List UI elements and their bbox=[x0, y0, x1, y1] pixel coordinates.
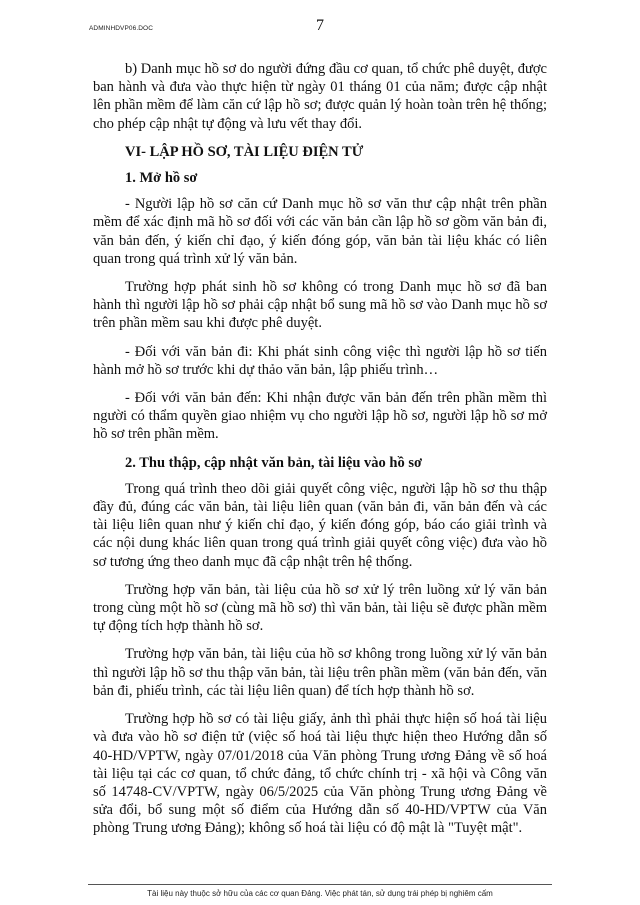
paragraph: Trường hợp văn bản, tài liệu của hồ sơ xử lý trên luồng xử lý văn bản trong cùng một hồ sơ (cùng mã hồ sơ) thì văn bản, tài liệu sẽ được phần mềm tự động tích hợp thành hồ sơ. bbox=[93, 581, 547, 635]
paragraph: - Đối với văn bản đi: Khi phát sinh công việc thì người lập hồ sơ tiến hành mở hồ sơ trước khi dự thảo văn bản, lập phiếu trình… bbox=[93, 343, 547, 378]
section-title: VI- LẬP HỒ SƠ, TÀI LIỆU ĐIỆN TỬ bbox=[125, 143, 364, 160]
footer-divider bbox=[88, 884, 552, 885]
document-code: ADMINHDVP06.DOC bbox=[89, 25, 153, 32]
paragraph: Trường hợp hồ sơ có tài liệu giấy, ảnh thì phải thực hiện số hoá tài liệu và đưa vào hồ sơ điện tử (việc số hoá tài liệu thực hiện theo Hướng dẫn số 40-HD/VPTW, ngày 07/01/2018 của Văn phòng Trung ương Đảng về số hoá tài liệu tại các cơ quan, tổ chức đảng, tổ chức chính trị - xã hội và Công văn số 14748-CV/VPTW, ngày 06/5/2025 của Văn phòng Trung ương Đảng về sửa đổi, bổ sung một số điểm của Hướng dẫn số 40-HD/VPTW của Văn phòng Trung ương Đảng); không số hoá tài liệu có độ mật là "Tuyệt mật". bbox=[93, 711, 547, 837]
paragraph: Trường hợp văn bản, tài liệu của hồ sơ không trong luồng xử lý văn bản thì người lập hồ sơ thu thập văn bản, tài liệu trên phần mềm (văn bản đến, văn bản đi, phiếu trình, các tài liệu liên quan) để tích hợp thành hồ sơ. bbox=[93, 646, 547, 699]
paragraph: b) Danh mục hồ sơ do người đứng đầu cơ quan, tổ chức phê duyệt, được ban hành và đưa vào thực hiện từ ngày 01 tháng 01 của năm; được cập nhật lên phần mềm để làm căn cứ lập hồ sơ; được quản lý hoàn toàn trên hệ thống; cho phép cập nhật tự động và lưu vết thay đổi. bbox=[93, 61, 547, 132]
subsection-title: 2. Thu thập, cập nhật văn bản, tài liệu vào hồ sơ bbox=[125, 454, 423, 471]
paragraph: Trong quá trình theo dõi giải quyết công việc, người lập hồ sơ thu thập đầy đủ, đúng các văn bản, tài liệu liên quan (văn bản đi, văn bản đến và các tài liệu liên quan như ý kiến chỉ đạo, ý kiến đóng góp, báo cáo giải trình và các nội dung khác liên quan trong quá trình giải quyết công việc) đưa vào hồ sơ tương ứng theo danh mục đã cập nhật trên hệ thống. bbox=[93, 480, 547, 570]
paragraph: - Người lập hồ sơ căn cứ Danh mục hồ sơ văn thư cập nhật trên phần mềm để xác định mã hồ sơ đối với các văn bản cần lập hồ sơ gồm văn bản đi, văn bản đến, ý kiến chỉ đạo, ý kiến đóng góp, văn bản tài liệu khác có liên quan trong quá trình xử lý văn bản. bbox=[93, 196, 547, 267]
paragraph: Trường hợp phát sinh hồ sơ không có trong Danh mục hồ sơ đã ban hành thì người lập hồ sơ phải cập nhật bổ sung mã hồ sơ vào Danh mục hồ sơ trên phần mềm sau khi được phê duyệt. bbox=[93, 279, 547, 332]
subsection-title: 1. Mở hồ sơ bbox=[125, 170, 198, 187]
paragraph: - Đối với văn bản đến: Khi nhận được văn bản đến trên phần mềm thì người có thẩm quyền giao nhiệm vụ cho người lập hồ sơ, người lập hồ sơ mở hồ sơ trên phần mềm. bbox=[93, 390, 547, 443]
page-number: 7 bbox=[316, 17, 324, 34]
document-body bbox=[93, 60, 547, 848]
footer-note: Tài liệu này thuộc sở hữu của các cơ quan Đảng. Việc phát tán, sử dụng trái phép bị nghiêm cấm bbox=[147, 889, 493, 898]
